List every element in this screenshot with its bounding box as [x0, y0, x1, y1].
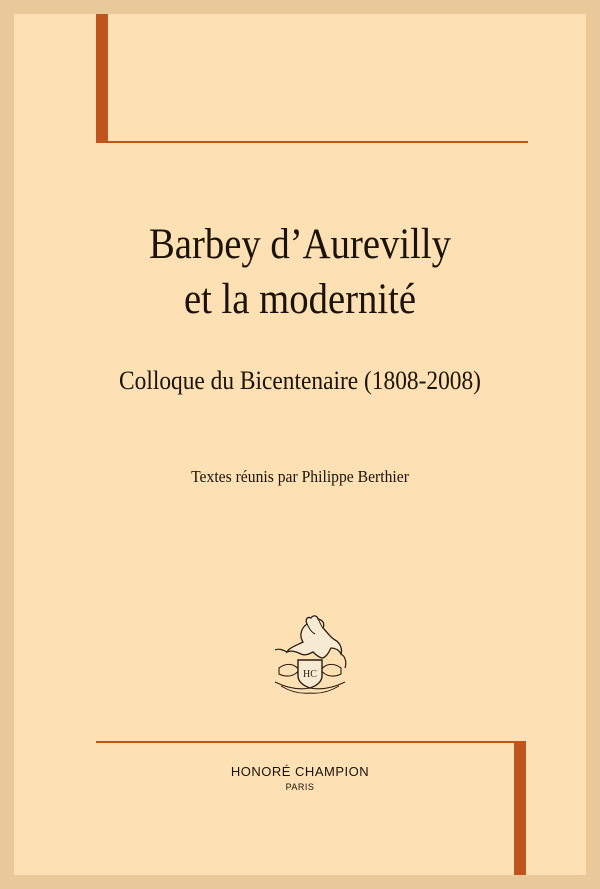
book-subtitle: Colloque du Bicentenaire (1808-2008) [119, 366, 481, 395]
book-title [43, 217, 558, 327]
bottom-rule [96, 741, 526, 743]
horse-emblem-icon [265, 602, 355, 698]
title-line-1: Barbey d’Aurevilly [148, 221, 451, 268]
top-accent-bar [96, 14, 108, 143]
book-cover [14, 14, 586, 875]
editors-credit: Textes réunis par Philippe Berthier [191, 467, 409, 486]
publisher-city: PARIS [285, 782, 315, 792]
title-line-2: et la modernité [183, 276, 417, 323]
top-rule [108, 141, 528, 143]
publisher-name: HONORÉ CHAMPION [230, 764, 370, 779]
emblem-monogram: HC [303, 669, 317, 680]
bottom-accent-bar [514, 741, 526, 875]
